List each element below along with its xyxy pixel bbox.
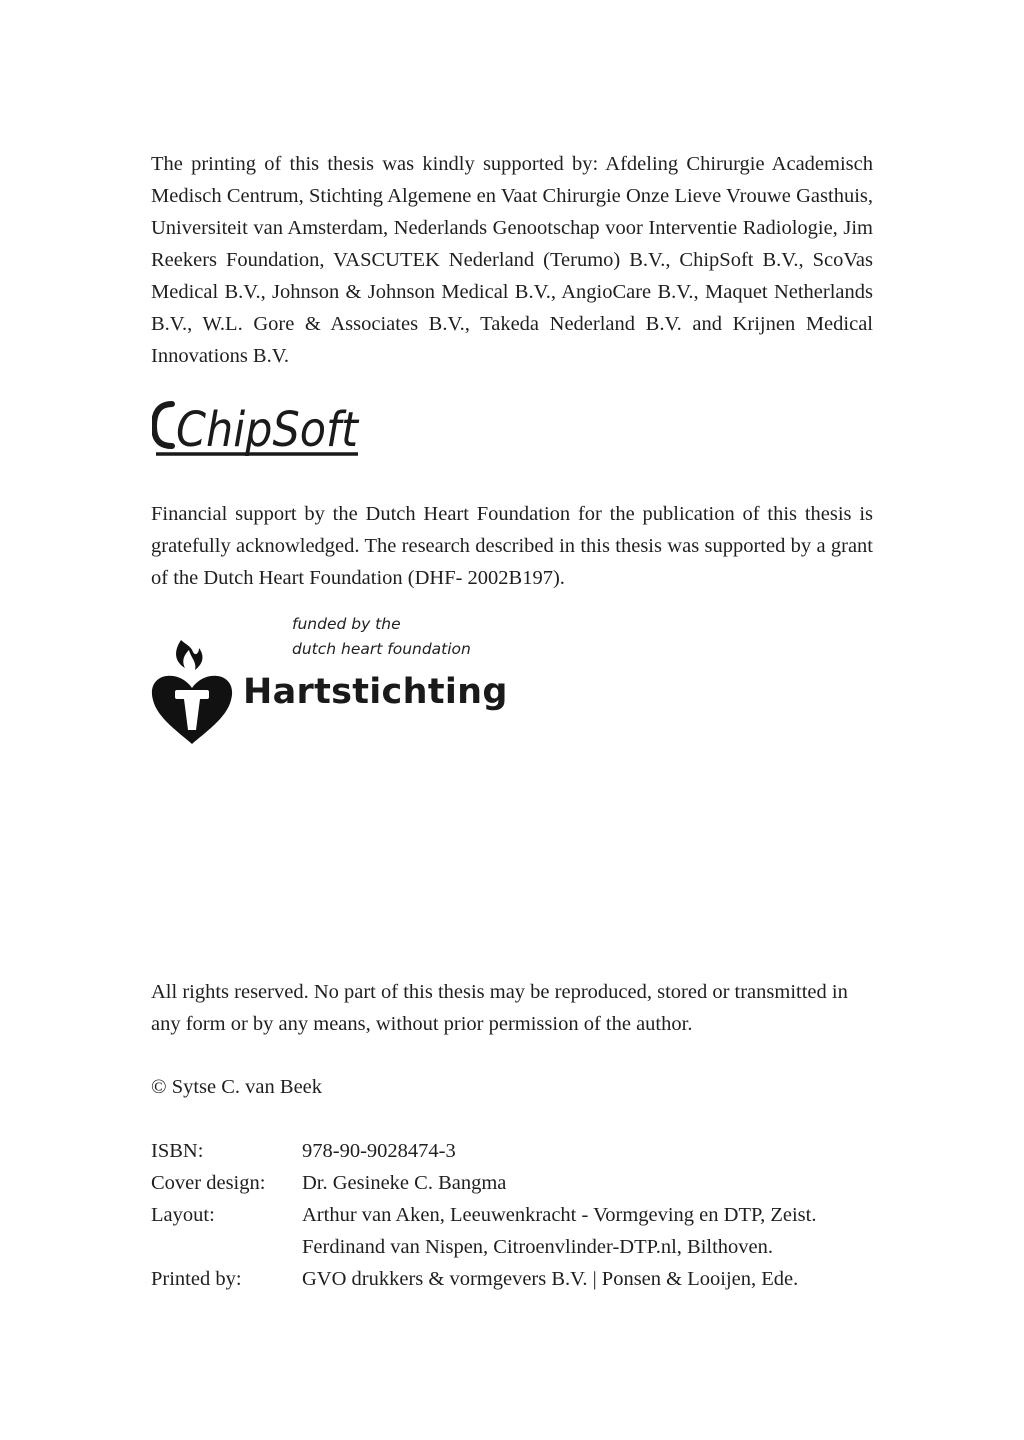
layout-label-empty — [151, 1231, 302, 1263]
heart-torch-icon — [151, 638, 233, 744]
funded-by-caption — [292, 612, 471, 661]
credits-row-printed — [151, 1263, 816, 1295]
layout-value-1: Arthur van Aken, Leeuwenkracht - Vormgeving en DTP, Zeist. — [302, 1204, 817, 1226]
chipsoft-logo-text: ChipSoft — [176, 402, 360, 458]
copyright-notice: © Sytse C. van Beek — [151, 1076, 323, 1098]
isbn-label: ISBN: — [151, 1140, 204, 1162]
credits-row-layout — [151, 1199, 816, 1231]
funded-line-1: funded by the — [292, 615, 401, 633]
cover-design-label: Cover design: — [151, 1172, 266, 1194]
chipsoft-logo — [152, 396, 364, 460]
layout-value-2: Ferdinand van Nispen, Citroenvlinder-DTP.nl, Bilthoven. — [302, 1236, 774, 1258]
isbn-value: 978-90-9028474-3 — [302, 1140, 456, 1162]
rights-reserved-paragraph: All rights reserved. No part of this thesis may be reproduced, stored or transmitted in any form or by any means, without prior permission of the author. — [151, 981, 848, 1035]
hartstichting-wordmark: Hartstichting — [243, 672, 508, 712]
credits-table — [151, 1135, 816, 1295]
printed-by-value: GVO drukkers & vormgevers B.V. | Ponsen & Looijen, Ede. — [302, 1268, 799, 1290]
credits-row-layout-2 — [151, 1231, 816, 1263]
layout-label: Layout: — [151, 1204, 215, 1226]
cover-design-value: Dr. Gesineke C. Bangma — [302, 1172, 507, 1194]
credits-row-isbn — [151, 1135, 816, 1167]
credits-row-cover — [151, 1167, 816, 1199]
support-paragraph: The printing of this thesis was kindly supported by: Afdeling Chirurgie Academisch Medisch Centrum, Stichting Algemene en Vaat Chirurgie Onze Lieve Vrouwe Gasthuis, Universiteit van Amsterdam, Nederlands Genootschap voor Interventie Radiologie, Jim Reekers Foundation, VASCUTEK Nederland (Terumo) B.V., ChipSoft B.V., ScoVas Medical B.V., Johnson & Johnson Medical B.V., AngioCare B.V., Maquet Netherlands B.V., W.L. Gore & Associates B.V., Takeda Nederland B.V. and Krijnen Medical Innovations B.V. — [151, 153, 873, 367]
printed-by-label: Printed by: — [151, 1268, 242, 1290]
financial-support-paragraph: Financial support by the Dutch Heart Foundation for the publication of this thesis is gratefully acknowledged. The research described in this thesis was supported by a grant of the Dutch Heart Foundation (DHF- 2002B197). — [151, 503, 873, 589]
funded-line-2: dutch heart foundation — [292, 639, 471, 658]
